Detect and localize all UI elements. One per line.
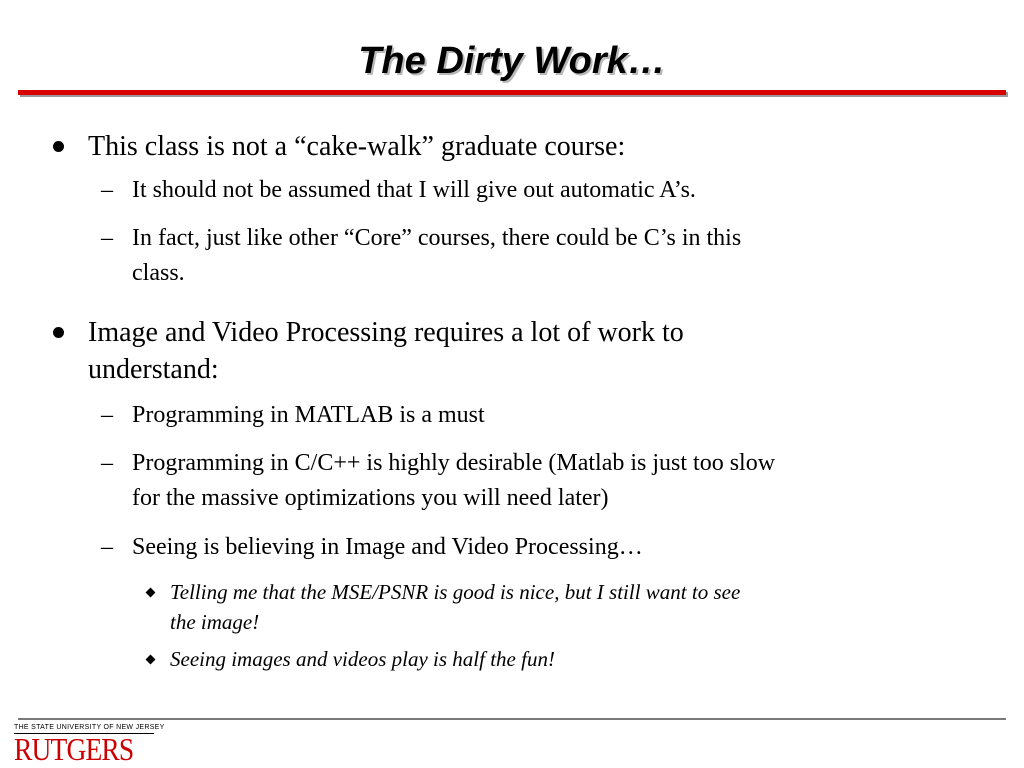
diamond-bullet-icon [146, 655, 156, 665]
logo-wordmark: RUTGERS [14, 731, 134, 767]
slide-title: The Dirty Work… [358, 40, 666, 82]
sub-sub-bullet-text: Seeing images and videos play is half the fun! [170, 647, 555, 671]
sub-sub-bullet-text: the image! [170, 610, 260, 634]
dash-icon: – [101, 177, 113, 203]
bullet-dot-icon [53, 141, 64, 152]
dash-icon: – [101, 402, 113, 428]
logo-tagline: THE STATE UNIVERSITY OF NEW JERSEY [14, 724, 154, 734]
sub-bullet-text: In fact, just like other “Core” courses, there could be C’s in this [132, 225, 742, 251]
diamond-bullet-icon [146, 588, 156, 598]
sub-sub-bullet-text: Telling me that the MSE/PSNR is good is nice, but I still want to see [170, 580, 741, 604]
sub-bullet-text: Programming in C/C++ is highly desirable (Matlab is just too slow [132, 450, 776, 476]
dash-icon: – [101, 534, 113, 560]
bullet-text: This class is not a “cake-walk” graduate course: [88, 131, 626, 162]
sub-bullet-text: Seeing is believing in Image and Video Processing… [132, 534, 643, 560]
bullet-text: understand: [88, 354, 219, 385]
footer-divider [18, 718, 1006, 720]
sub-bullet-text: Programming in MATLAB is a must [132, 402, 485, 428]
bullet-dot-icon [53, 327, 64, 338]
dash-icon: – [101, 225, 113, 251]
sub-bullet-text: It should not be assumed that I will give out automatic A’s. [132, 177, 696, 203]
rutgers-logo [14, 724, 165, 767]
sub-bullet-text: class. [132, 260, 185, 286]
dash-icon: – [101, 450, 113, 476]
bullet-text: Image and Video Processing requires a lot of work to [88, 317, 684, 348]
sub-bullet-text: for the massive optimizations you will need later) [132, 485, 609, 511]
